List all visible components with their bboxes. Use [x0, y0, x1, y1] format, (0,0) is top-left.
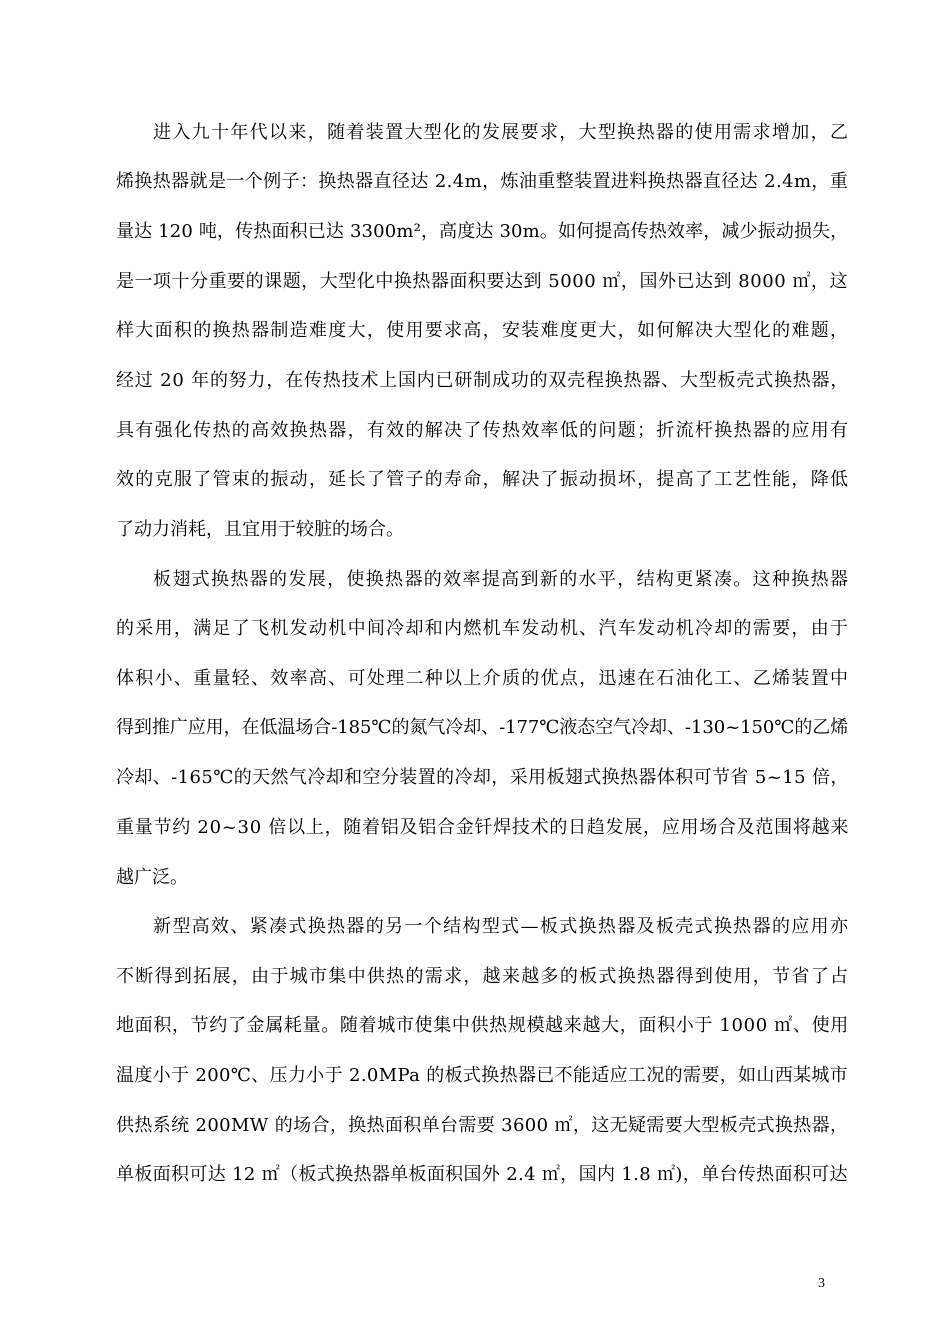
text-line: 进入九十年代以来，随着装置大型化的发展要求，大型换热器的使用需求增加，乙	[153, 122, 850, 143]
text-line: 温度小于 200℃、压力小于 2.0MPa 的板式换热器已不能适应工况的需要，如山西某城市	[116, 1065, 849, 1086]
text-line: 体积小、重量轻、效率高、可处理二种以上介质的优点，迅速在石油化工、乙烯装置中	[116, 668, 850, 689]
text-line: 重量节约 20~30 倍以上，随着铝及铝合金钎焊技术的日趋发展，应用场合及范围将越来	[116, 817, 850, 838]
page-number: 3	[818, 1276, 825, 1291]
text-line: 新型高效、紧凑式换热器的另一个结构型式—板式换热器及板壳式换热器的应用亦	[153, 916, 850, 937]
text-line: 经过 20 年的努力，在传热技术上国内已研制成功的双壳程换热器、大型板壳式换热器，	[116, 370, 850, 391]
text-line: 冷却、-165℃的天然气冷却和空分装置的冷却，采用板翅式换热器体积可节省 5~15 倍，	[116, 767, 849, 788]
text-line: 是一项十分重要的课题，大型化中换热器面积要达到 5000 ㎡，国外已达到 8000 ㎡，这	[116, 271, 849, 292]
text-line: 烯换热器就是一个例子：换热器直径达 2.4m，炼油重整装置进料换热器直径达 2.4m，重	[116, 171, 849, 192]
text-line: 供热系统 200MW 的场合，换热面积单台需要 3600 ㎡，这无疑需要大型板壳式换热器，	[116, 1115, 849, 1136]
text-line: 地面积，节约了金属耗量。随着城市使集中供热规模越来越大，面积小于 1000 ㎡、使用	[116, 1015, 849, 1036]
text-line: 效的克服了管束的振动，延长了管子的寿命，解决了振动损坏，提高了工艺性能，降低	[116, 469, 850, 490]
text-line: 单板面积可达 12 ㎡（板式换热器单板面积国外 2.4 ㎡，国内 1.8 ㎡)，单台传热面积可达	[116, 1164, 848, 1185]
text-line: 的采用，满足了飞机发动机中间冷却和内燃机车发动机、汽车发动机冷却的需要，由于	[116, 618, 850, 639]
text-line: 板翅式换热器的发展，使换热器的效率提高到新的水平，结构更紧凑。这种换热器	[153, 569, 850, 590]
text-line: 不断得到拓展，由于城市集中供热的需求，越来越多的板式换热器得到使用，节省了占	[116, 966, 850, 987]
text-line: 量达 120 吨，传热面积已达 3300m²，高度达 30m。如何提高传热效率，减少振动损失，	[116, 221, 849, 242]
text-line: 样大面积的换热器制造难度大，使用要求高，安装难度更大，如何解决大型化的难题，	[116, 320, 850, 341]
text-line: 具有强化传热的高效换热器，有效的解决了传热效率低的问题；折流杆换热器的应用有	[116, 420, 850, 441]
text-line: 越广泛。	[116, 867, 188, 888]
text-line: 得到推广应用，在低温场合-185℃的氮气冷却、-177℃液态空气冷却、-130~150℃的乙烯	[116, 717, 849, 738]
text-line: 了动力消耗，且宜用于较脏的场合。	[116, 519, 404, 540]
